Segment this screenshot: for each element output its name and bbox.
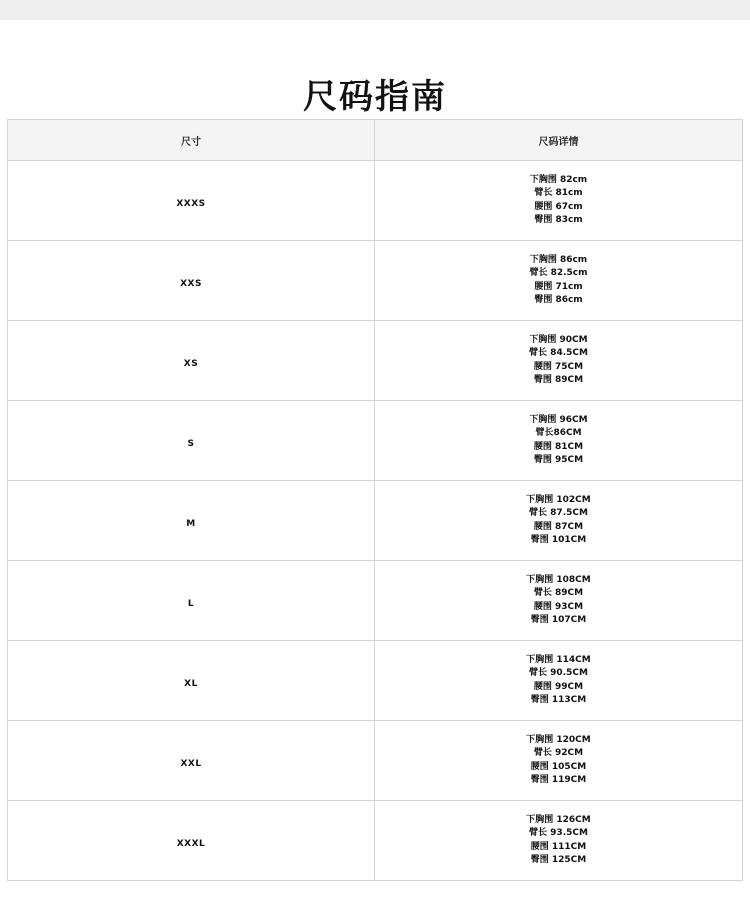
size-detail-cell [375, 561, 743, 641]
size-label: XL [184, 679, 198, 689]
size-label: XXXS [176, 199, 206, 209]
table-row [8, 561, 743, 641]
size-cell [8, 721, 375, 801]
measurement-line: 下胸围 96CM [529, 414, 588, 425]
size-detail-cell [375, 401, 743, 481]
size-cell [8, 321, 375, 401]
measurement-line: 臀围 86cm [534, 294, 583, 305]
measurement-line: 臂长 93.5CM [529, 828, 588, 839]
measurement-line: 臀围 95CM [533, 454, 584, 465]
measurement-list [529, 414, 587, 468]
measurement-line: 下胸围 90CM [529, 334, 588, 345]
top-bar [0, 0, 750, 20]
size-label: L [187, 599, 195, 609]
table-row [8, 481, 743, 561]
size-label: XXXL [176, 839, 206, 849]
size-detail-cell [375, 801, 743, 881]
measurement-line: 臂长 82.5cm [529, 268, 588, 279]
size-detail-cell [375, 641, 743, 721]
measurement-line: 臀围 101CM [530, 534, 587, 545]
size-detail-cell [375, 161, 743, 241]
table-row [8, 721, 743, 801]
size-label: S [187, 439, 195, 449]
size-label: XXL [180, 759, 202, 769]
measurement-line: 臂长 92CM [533, 748, 584, 759]
measurement-line: 下胸围 120CM [526, 734, 591, 745]
measurement-list [526, 574, 590, 628]
measurement-line: 臀围 125CM [530, 854, 587, 865]
size-cell [8, 801, 375, 881]
size-detail-cell [375, 321, 743, 401]
table-header-row [8, 120, 743, 161]
measurement-line: 腰围 87CM [533, 521, 584, 532]
measurement-line: 臂长 89CM [533, 588, 584, 599]
size-label: XS [183, 359, 199, 369]
measurement-list [529, 334, 588, 388]
table-row [8, 641, 743, 721]
measurement-line: 臂长 87.5CM [529, 508, 588, 519]
measurement-line: 下胸围 114CM [526, 654, 591, 665]
size-cell [8, 481, 375, 561]
size-detail-cell [375, 481, 743, 561]
measurement-line: 下胸围 108CM [526, 574, 591, 585]
page-title: 尺码指南 [303, 76, 447, 117]
measurement-line: 臂长86CM [535, 428, 582, 439]
size-chart-table [7, 119, 743, 881]
table-row [8, 161, 743, 241]
measurement-line: 臂长 84.5CM [529, 348, 588, 359]
size-cell [8, 561, 375, 641]
measurement-line: 腰围 81CM [533, 441, 584, 452]
column-header-size: 尺寸 [8, 120, 375, 161]
measurement-line: 腰围 93CM [533, 601, 584, 612]
measurement-list [529, 254, 587, 308]
size-label: M [186, 519, 196, 529]
measurement-line: 腰围 71cm [534, 281, 583, 292]
table-row [8, 321, 743, 401]
measurement-line: 下胸围 86cm [529, 254, 588, 265]
measurement-line: 腰围 75CM [533, 361, 584, 372]
measurement-line: 下胸围 82cm [529, 174, 588, 185]
measurement-line: 臀围 113CM [530, 694, 587, 705]
measurement-line: 腰围 105CM [530, 761, 587, 772]
size-detail-cell [375, 241, 743, 321]
measurement-line: 腰围 99CM [533, 681, 584, 692]
measurement-list [526, 654, 590, 708]
measurement-line: 腰围 67cm [534, 201, 583, 212]
size-table-body [8, 161, 743, 881]
size-cell [8, 401, 375, 481]
measurement-list [526, 814, 590, 868]
measurement-line: 臀围 119CM [530, 774, 587, 785]
size-label: XXS [180, 279, 202, 289]
table-row [8, 401, 743, 481]
measurement-line: 臂长 90.5CM [529, 668, 588, 679]
size-detail-cell [375, 721, 743, 801]
table-row [8, 241, 743, 321]
measurement-list [526, 734, 590, 788]
measurement-line: 臀围 107CM [530, 614, 587, 625]
size-cell [8, 241, 375, 321]
measurement-line: 臀围 83cm [534, 214, 583, 225]
measurement-line: 下胸围 126CM [526, 814, 591, 825]
size-cell [8, 161, 375, 241]
measurement-list [530, 174, 587, 228]
measurement-line: 下胸围 102CM [526, 494, 591, 505]
measurement-line: 臂长 81cm [534, 188, 583, 199]
measurement-list [526, 494, 590, 548]
measurement-line: 臀围 89CM [533, 374, 584, 385]
size-cell [8, 641, 375, 721]
column-header-detail: 尺码详情 [375, 120, 743, 161]
measurement-line: 腰围 111CM [530, 841, 587, 852]
table-row [8, 801, 743, 881]
